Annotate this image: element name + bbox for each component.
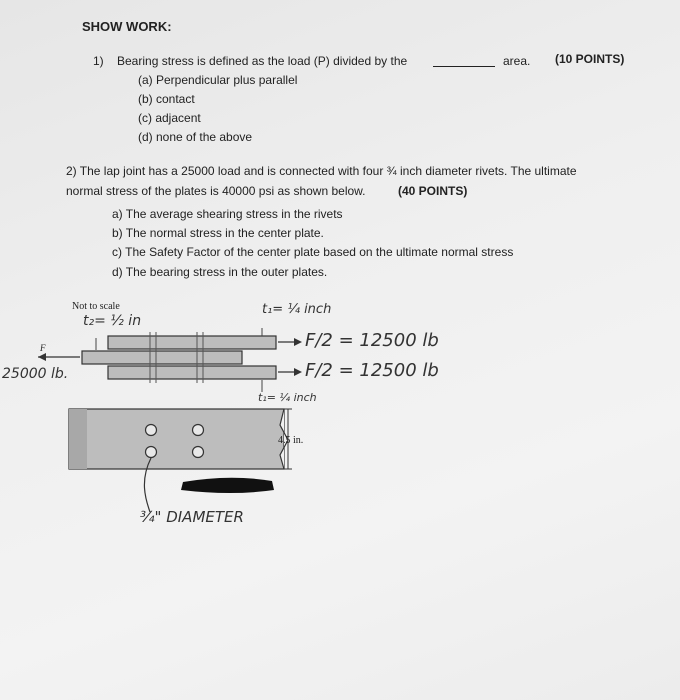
top-outer-plate — [108, 336, 276, 349]
not-to-scale-label: Not to scale — [72, 301, 120, 312]
q1-blank-suffix: area. — [503, 54, 531, 68]
hand-diameter: ¾" DIAMETER — [140, 508, 244, 526]
q2-part-a: a) The average shearing stress in the rivets — [112, 207, 343, 221]
bottom-outer-plate — [108, 366, 276, 379]
rivet-2 — [193, 425, 204, 436]
rivet-1 — [146, 425, 157, 436]
q1-points: (10 POINTS) — [555, 52, 625, 66]
rivet-4 — [193, 447, 204, 458]
hand-t1-top: t₁= ¼ inch — [262, 302, 332, 317]
redacted-scribble — [181, 478, 274, 493]
hand-t2-value: t₂= ½ in — [83, 313, 142, 329]
hand-load-left: 25000 lb. — [2, 366, 69, 382]
hand-load-bottom: F/2 = 12500 lb — [305, 360, 439, 381]
q1-option-a: (a) Perpendicular plus parallel — [138, 73, 298, 87]
q2-line2: normal stress of the plates is 40000 psi as shown below. — [66, 184, 366, 198]
hand-t1-bottom: t₁= ¼ inch — [258, 391, 317, 404]
q1-option-c: (c) adjacent — [138, 111, 201, 125]
force-left-arrow — [38, 353, 46, 361]
q2-part-c: c) The Safety Factor of the center plate based on the ultimate normal stress — [112, 245, 514, 259]
rivet-3 — [146, 447, 157, 458]
page-title: SHOW WORK: — [82, 19, 172, 34]
hand-load-top: F/2 = 12500 lb — [305, 330, 439, 351]
q1-number: 1) — [93, 54, 104, 68]
plan-view-plate — [69, 409, 284, 469]
force-right-top-arrow — [294, 338, 302, 346]
q1-option-d: (d) none of the above — [138, 130, 253, 144]
q1-text: Bearing stress is defined as the load (P) divided by the — [117, 54, 408, 68]
center-plate — [82, 351, 242, 364]
q2-line1: 2) The lap joint has a 25000 load and is connected with four ¾ inch diameter rivets. The ultimate — [66, 164, 577, 178]
width-label: 4.5 in. — [278, 435, 304, 446]
q1-option-b: (b) contact — [138, 92, 195, 106]
q2-points: (40 POINTS) — [398, 184, 468, 198]
force-right-bottom-arrow — [294, 368, 302, 376]
force-left-label: F — [40, 343, 46, 353]
q2-part-d: d) The bearing stress in the outer plates. — [112, 265, 328, 279]
q2-part-b: b) The normal stress in the center plate. — [112, 226, 324, 240]
